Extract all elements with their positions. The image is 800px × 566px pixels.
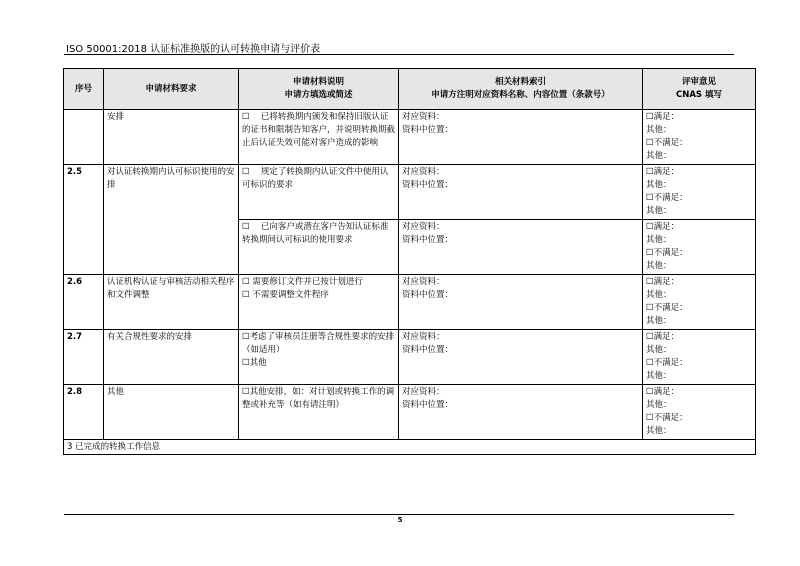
footer-divider (64, 514, 734, 515)
table-row (64, 385, 756, 440)
row-index: 对应资料： 资料中位置： (399, 330, 643, 385)
row-description: ☐ 已向客户或潜在客户告知认证标准转换期间认可标识的使用要求 (239, 220, 399, 275)
row-description: ☐其他安排，如：对计划或转换工作的调整或补充等（如有请注明） (239, 385, 399, 440)
row-cnas-opinion: ☐满足： 其他： ☐不满足： 其他： (643, 110, 756, 165)
checkbox-option: ☐ 需要修订文件并已按计划进行 (242, 277, 363, 287)
col-header-no: 序号 (64, 69, 104, 110)
row-cnas-opinion: ☐满足： 其他： ☐不满足： 其他： (643, 220, 756, 275)
row-number (64, 110, 104, 165)
row-index: 对应资料： 资料中位置： (399, 220, 643, 275)
row-index: 对应资料： 资料中位置： (399, 275, 643, 330)
row-cnas-opinion: ☐满足： 其他： ☐不满足： 其他： (643, 275, 756, 330)
row-index: 对应资料： 资料中位置： (399, 385, 643, 440)
section-3-title: 3 已完成的转换工作信息 (64, 440, 756, 455)
row-cnas-opinion: ☐满足： 其他： ☐不满足： 其他： (643, 385, 756, 440)
row-index: 对应资料： 资料中位置： (399, 110, 643, 165)
row-description: ☐ 规定了转换期内认证文件中使用认可标识的要求 (239, 165, 399, 220)
row-requirement: 有关合规性要求的安排 (104, 330, 239, 385)
checkbox-option: ☐考虑了审核员注册等合规性要求的安排（如适用） (242, 332, 395, 355)
row-number: 2.6 (64, 275, 104, 330)
table-row (64, 275, 756, 330)
page-number: 5 (397, 516, 403, 524)
col-header-description: 申请材料说明 申请方填选或简述 (239, 69, 399, 110)
row-requirement: 其他 (104, 385, 239, 440)
row-requirement: 认证机构认证与审核活动相关程序和文件调整 (104, 275, 239, 330)
checkbox-option: ☐其他 (242, 358, 267, 368)
col-header-requirement: 申请材料要求 (104, 69, 239, 110)
col-header-cnas: 评审意见 CNAS 填写 (643, 69, 756, 110)
row-cnas-opinion: ☐满足： 其他： ☐不满足： 其他： (643, 330, 756, 385)
header-divider (64, 54, 734, 55)
row-index: 对应资料： 资料中位置： (399, 165, 643, 220)
row-description: ☐ 已将转换期内颁发和保持旧版认证的证书和限制告知客户，并说明转换期截止后认证失效可能对客户造成的影响 (239, 110, 399, 165)
row-number: 2.8 (64, 385, 104, 440)
col-header-index: 相关材料索引 申请方注明对应资料名称、内容位置（条款号） (399, 69, 643, 110)
section-row (64, 440, 756, 455)
row-requirement: 对认证转换期内认可标识使用的安排 (104, 165, 239, 275)
row-number: 2.7 (64, 330, 104, 385)
table-row (64, 330, 756, 385)
row-description (239, 330, 399, 385)
table-row (64, 165, 756, 220)
table-row (64, 110, 756, 165)
row-number: 2.5 (64, 165, 104, 275)
row-description (239, 275, 399, 330)
row-cnas-opinion: ☐满足： 其他： ☐不满足： 其他： (643, 165, 756, 220)
table-header-row (64, 69, 756, 110)
document-header: ISO 50001:2018 认证标准换版的认可转换申请与评价表 (66, 44, 321, 55)
checkbox-option: ☐ 不需要调整文件程序 (242, 290, 329, 300)
row-requirement: 安排 (104, 110, 239, 165)
application-table (63, 68, 756, 455)
